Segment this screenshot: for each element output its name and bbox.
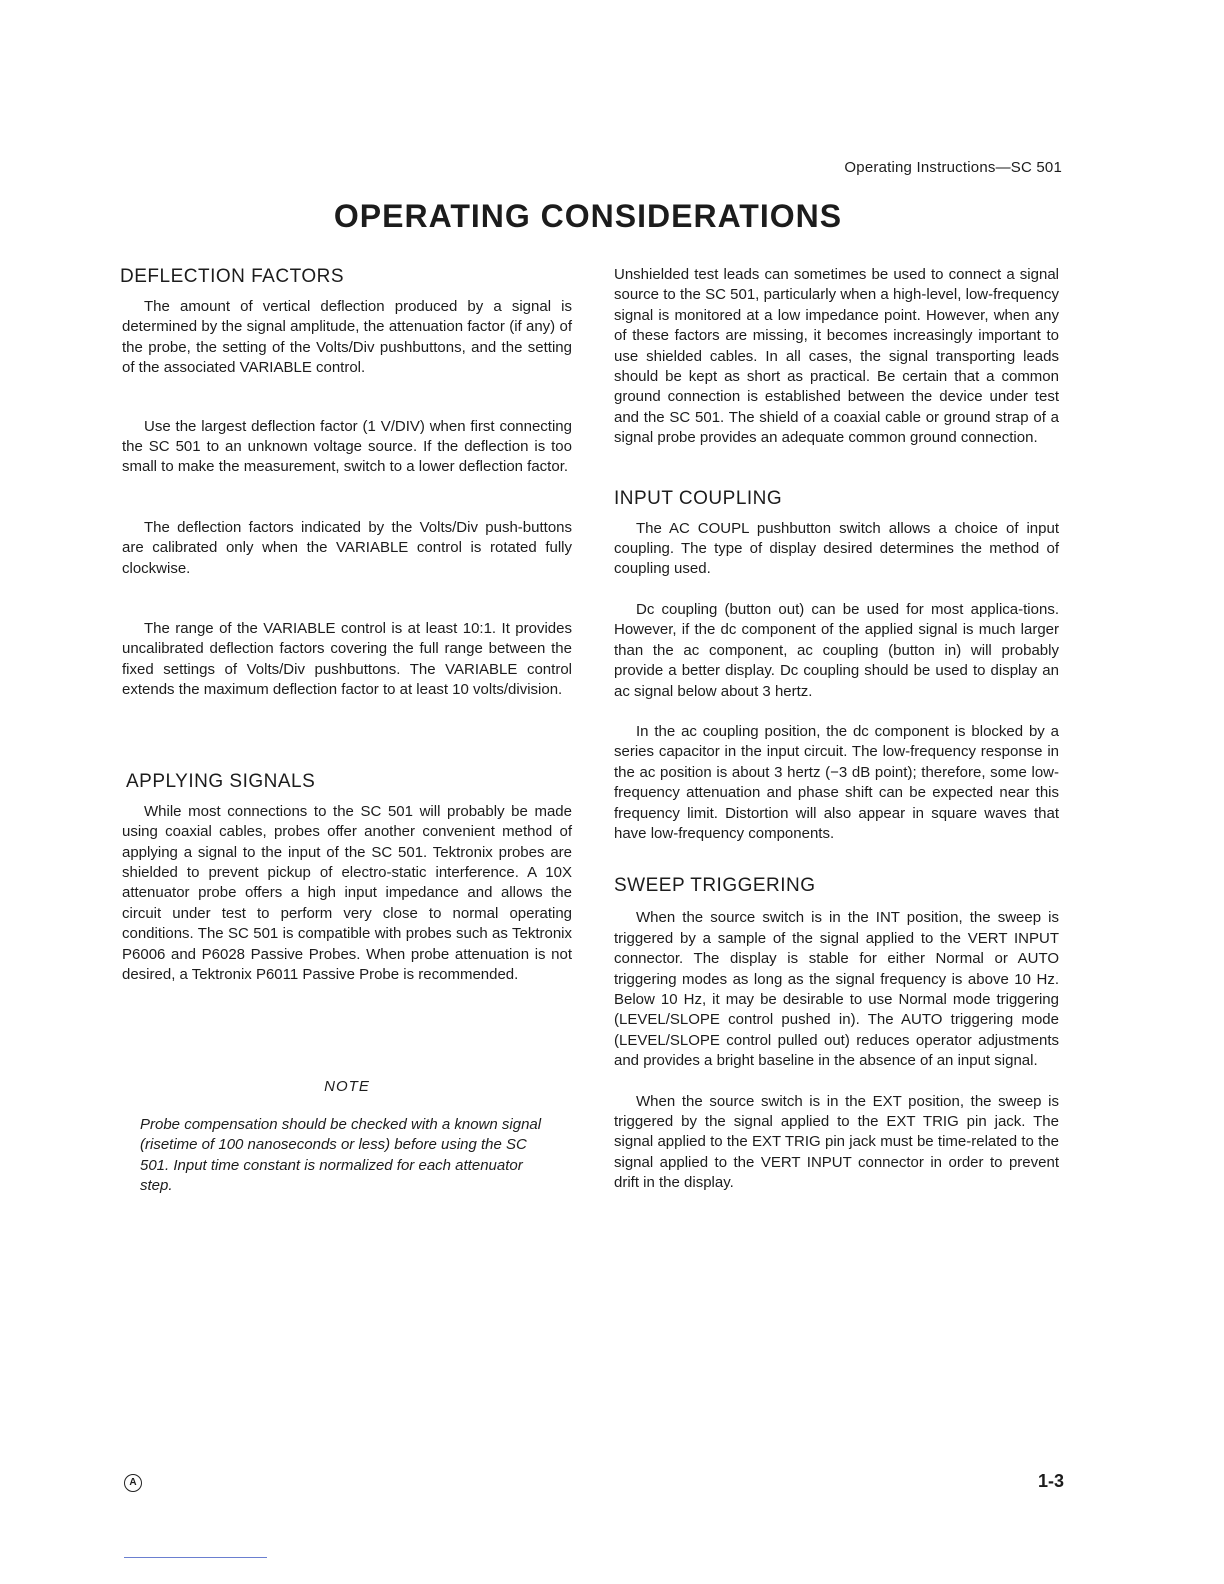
paragraph: In the ac coupling position, the dc component is blocked by a series capacitor in the input circuit. The low-frequency response in the ac position is about 3 hertz (−3 dB point); therefore, some low-frequency attenuation and phase shift can be expected near this frequency limit. Distortion will also appear in square waves that have low-frequency components. bbox=[614, 722, 1059, 842]
note-label: NOTE bbox=[324, 1078, 370, 1096]
right-column bbox=[614, 264, 1059, 1194]
bottom-rule bbox=[124, 1557, 267, 1558]
section-heading-deflection-factors: DEFLECTION FACTORS bbox=[120, 266, 345, 287]
paragraph: The AC COUPL pushbutton switch allows a choice of input coupling. The type of display desired determines the method of coupling used. bbox=[614, 519, 1059, 578]
note-text: Probe compensation should be checked with a known signal (risetime of 100 nanoseconds or less) before using the SC 501. Input time constant is normalized for each attenuator step. bbox=[140, 1115, 542, 1194]
paragraph: When the source switch is in the EXT position, the sweep is triggered by the signal applied to the EXT TRIG pin jack. The signal applied to the EXT TRIG pin jack must be time-related to the signal applied to the VERT INPUT connector in order to prevent drift in the display. bbox=[614, 1092, 1059, 1192]
paragraph: The range of the VARIABLE control is at least 10:1. It provides uncalibrated deflection factors covering the full range between the fixed settings of Volts/Div pushbuttons. The VARIABLE control extends the maximum deflection factor to at least 10 volts/division. bbox=[122, 620, 572, 699]
paragraph: The amount of vertical deflection produced by a signal is determined by the signal amplitude, the attenuation factor (if any) of the probe, the setting of the Volts/Div pushbuttons, and the setting of the associated VARIABLE control. bbox=[122, 298, 572, 377]
running-header: Operating Instructions—SC 501 bbox=[844, 159, 1062, 176]
section-heading-input-coupling: INPUT COUPLING bbox=[614, 487, 783, 509]
left-column bbox=[122, 264, 572, 1196]
page-number: 1-3 bbox=[1037, 1471, 1064, 1491]
paragraph: The deflection factors indicated by the Volts/Div push-buttons are calibrated only when the VARIABLE control is rotated fully clockwise. bbox=[122, 518, 572, 577]
paragraph: Unshielded test leads can sometimes be used to connect a signal source to the SC 501, particularly when a high-level, low-frequency signal is monitored at a low impedance point. However, when any of these factors are missing, it becomes increasingly important to use shielded cables. In all cases, the signal transporting leads should be kept as short as practical. Be certain that a common ground connection is established between the device under test and the SC 501. The shield of a coaxial cable or ground strap of a signal probe provides an adequate common ground connection. bbox=[614, 266, 1059, 447]
paragraph: Use the largest deflection factor (1 V/DIV) when first connecting the SC 501 to an unknown voltage source. If the deflection is too small to make the measurement, switch to a lower deflection factor. bbox=[122, 417, 572, 476]
paragraph: Dc coupling (button out) can be used for most applica-tions. However, if the dc component of the applied signal is much larger than the ac component, ac coupling (button in) will probably provide a better display. Dc coupling should be used to display an ac signal below about 3 hertz. bbox=[614, 600, 1059, 700]
paragraph: When the source switch is in the INT position, the sweep is triggered by a sample of the signal applied to the VERT INPUT connector. The display is stable for either Normal or AUTO triggering modes as long as the signal frequency is above 10 Hz. Below 10 Hz, it may be desirable to use Normal mode triggering (LEVEL/SLOPE control pushed in). The AUTO triggering mode (LEVEL/SLOPE control pulled out) reduces operator adjustments and provides a bright baseline in the absence of an input signal. bbox=[614, 909, 1059, 1070]
section-heading-applying-signals: APPLYING SIGNALS bbox=[126, 770, 316, 792]
section-heading-sweep-triggering: SWEEP TRIGGERING bbox=[614, 875, 816, 897]
page-title: OPERATING CONSIDERATIONS bbox=[333, 198, 843, 234]
paragraph: While most connections to the SC 501 will probably be made using coaxial cables, probes offer another convenient method of applying a signal to the input of the SC 501. Tektronix probes are shielded to prevent pickup of electro-static interference. A 10X attenuator probe offers a high input impedance and allows the circuit under test to perform very close to normal operating conditions. The SC 501 is compatible with probes such as Tektronix P6006 and P6028 Passive Probes. When probe attenuation is not desired, a Tektronix P6011 Passive Probe is recommended. bbox=[122, 802, 572, 983]
revision-mark: A bbox=[124, 1474, 142, 1492]
